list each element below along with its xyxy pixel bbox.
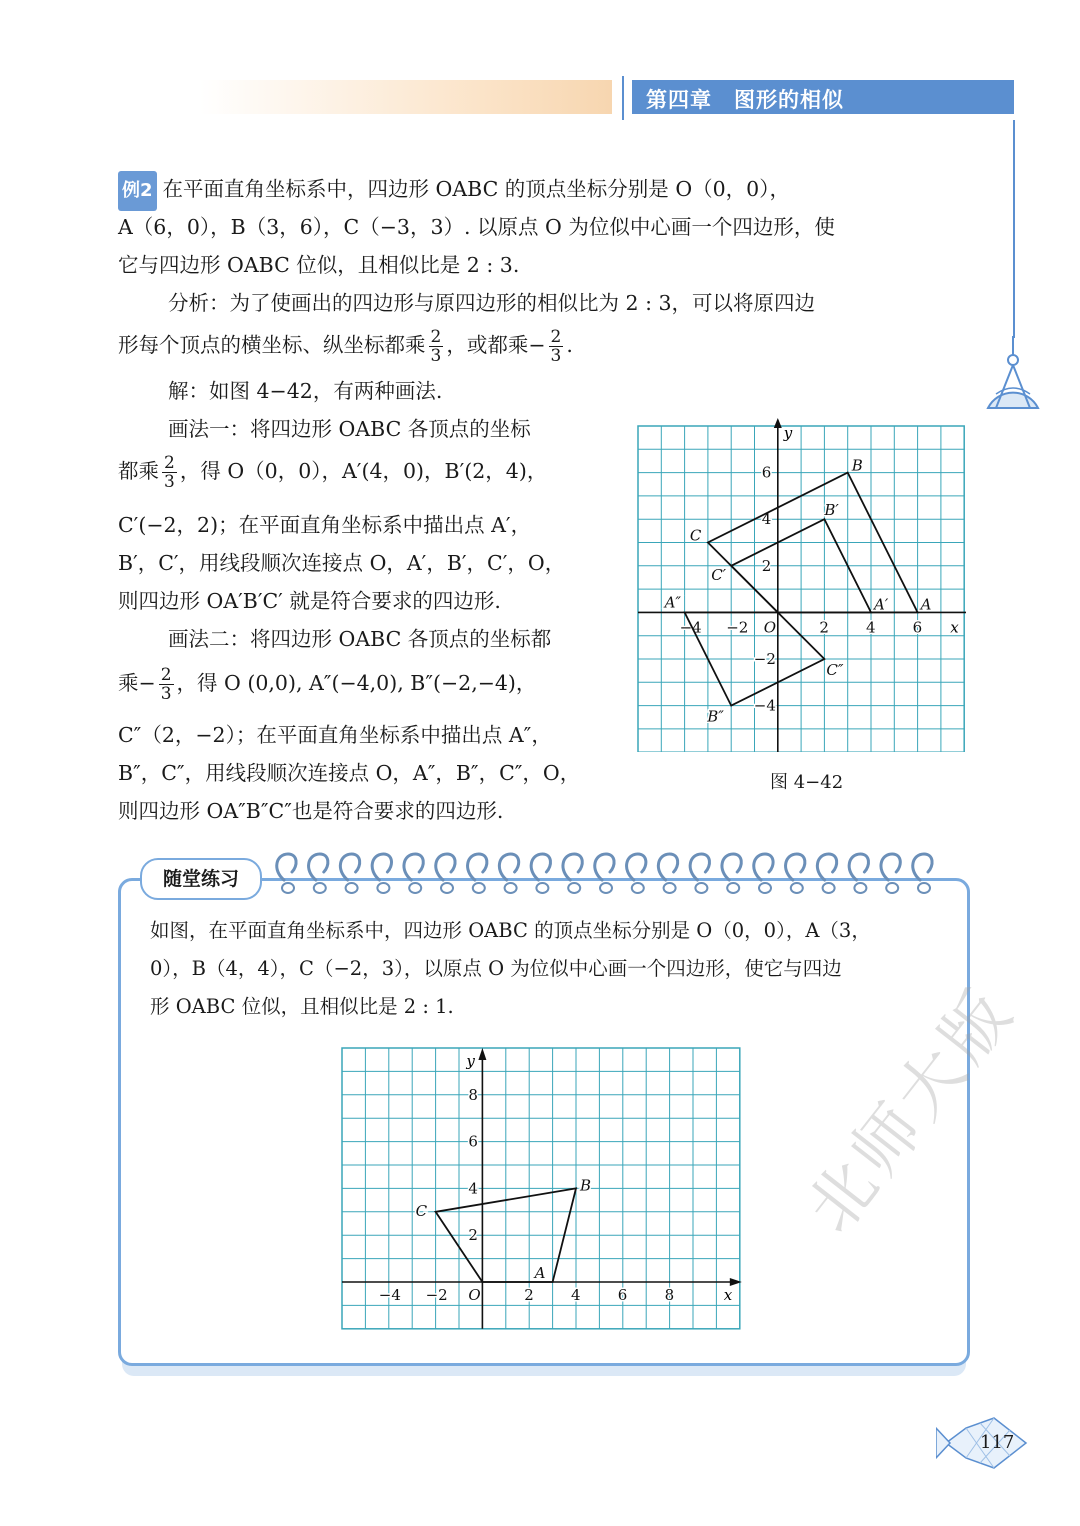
binding-hole — [791, 883, 803, 893]
binding-ring — [881, 854, 900, 880]
binding-ring — [913, 854, 932, 880]
header-decoration — [200, 80, 612, 114]
point-label-A2: A″ — [664, 593, 682, 612]
practice-figure — [340, 1046, 742, 1332]
binding-ring — [817, 854, 836, 880]
binding-hole — [568, 883, 580, 893]
page-number: 117 — [980, 1432, 1015, 1453]
binding-ring — [627, 854, 646, 880]
binding-ring — [722, 854, 741, 880]
method2-line-5: 则四边形 OA″B″C″也是符合要求的四边形. — [118, 799, 504, 823]
binding-hole — [409, 883, 421, 893]
analysis-line-2: 形每个顶点的横坐标、纵坐标都乘 $\frac{2}{3}$ ，或都乘− $\frac{2}{3}$ . — [118, 327, 573, 366]
example-line-2: A（6，0），B（3，6），C（−3，3）. 以原点 O 为位似中心画一个四边形，使 — [118, 215, 835, 239]
binding-hole — [377, 883, 389, 893]
point-label-C: C — [415, 1201, 428, 1220]
y-tick-label: 8 — [468, 1085, 478, 1104]
binding-ring — [786, 854, 805, 880]
x-tick-label: −4 — [378, 1286, 401, 1304]
binding-ring — [372, 854, 391, 880]
binding-hole — [759, 883, 771, 893]
x-tick-label: −4 — [679, 618, 702, 637]
binding-ring — [340, 854, 359, 880]
solution-line: 解：如图 4−42，有两种画法. — [168, 379, 443, 403]
analysis-line-1: 分析：为了使画出的四边形与原四边形的相似比为 2 : 3，可以将原四边 — [168, 291, 816, 315]
y-tick-label: 6 — [468, 1132, 478, 1151]
method2-line-3: C″（2，−2）；在平面直角坐标系中描出点 A″， — [118, 723, 552, 747]
binding-ring — [404, 854, 423, 880]
binding-ring — [563, 854, 582, 880]
x-tick-label: 2 — [524, 1286, 534, 1304]
y-tick-label: −4 — [753, 696, 776, 715]
binding-hole — [282, 883, 294, 893]
y-tick-label: −2 — [753, 650, 776, 668]
binding-hole — [346, 883, 358, 893]
point-label-C2: C″ — [826, 661, 844, 679]
binding-hole — [600, 883, 612, 893]
practice-line-1: 如图，在平面直角坐标系中，四边形 OABC 的顶点坐标分别是 O（0，0），A（3， — [150, 919, 871, 942]
x-tick-label: 6 — [617, 1286, 628, 1304]
binding-hole — [695, 883, 707, 893]
y-axis-arrow — [774, 418, 782, 428]
x-tick-label: −2 — [726, 618, 749, 637]
y-tick-label: 4 — [761, 510, 772, 529]
spiral-binding-icon — [270, 850, 950, 898]
x-tick-label: 6 — [912, 618, 923, 637]
binding-hole — [536, 883, 548, 893]
binding-ring — [531, 854, 550, 880]
y-tick-label: 2 — [468, 1226, 478, 1245]
binding-hole — [854, 883, 866, 893]
method2-line-2: 乘− $\frac{2}{3}$ ，得 O (0,0), A″(−4,0), B″(−2,−4)， — [118, 665, 537, 704]
example-line-3: 它与四边形 OABC 位似，且相似比是 2 : 3. — [118, 253, 520, 277]
method1-line-3: C′(−2，2)；在平面直角坐标系中描出点 A′， — [118, 513, 532, 537]
chapter-title: 第四章 图形的相似 — [646, 88, 844, 112]
x-axis-label: x — [723, 1286, 733, 1304]
binding-ring — [499, 854, 518, 880]
binding-hole — [632, 883, 644, 893]
binding-hole — [441, 883, 453, 893]
x-tick-label: O — [468, 1286, 481, 1304]
example-line-1: 例2 在平面直角坐标系中，四边形 OABC 的顶点坐标分别是 O（0，0）， — [118, 170, 978, 211]
point-label-B: B — [580, 1176, 592, 1195]
x-tick-label: O — [763, 618, 777, 637]
point-label-C1: C′ — [711, 565, 727, 584]
y-tick-label: 6 — [761, 463, 772, 482]
binding-ring — [754, 854, 773, 880]
fraction: $\frac{2}{3}$ — [550, 327, 562, 366]
method1-line-4: B′，C′，用线段顺次连接点 O，A′，B′，C′，O， — [118, 551, 566, 575]
binding-ring — [658, 854, 677, 880]
x-tick-label: 4 — [571, 1286, 581, 1304]
binding-ring — [309, 854, 328, 880]
practice-tag: 随堂练习 — [140, 858, 262, 900]
x-tick-label: 2 — [819, 618, 829, 637]
watermark: 北师大版 — [791, 972, 1030, 1247]
point-label-A: A — [534, 1264, 546, 1282]
point-label-B: B — [851, 456, 863, 475]
method1-line-5: 则四边形 OA′B′C′ 就是符合要求的四边形. — [118, 589, 501, 613]
binding-hole — [727, 883, 739, 893]
binding-hole — [823, 883, 835, 893]
example-tag: 例2 — [118, 171, 157, 211]
point-label-B1: B′ — [824, 501, 839, 520]
binding-hole — [314, 883, 326, 893]
y-axis-label: y — [466, 1052, 475, 1070]
binding-ring — [436, 854, 455, 880]
point-label-A1: A′ — [874, 595, 889, 614]
binding-ring — [468, 854, 487, 880]
method1-line-2: 都乘 $\frac{2}{3}$ ，得 O（0，0），A′(4，0)，B′(2，4)， — [118, 453, 548, 492]
y-axis-label: y — [783, 424, 793, 442]
y-tick-label: 2 — [761, 556, 772, 575]
point-label-A: A — [920, 595, 932, 614]
fraction: $\frac{2}{3}$ — [160, 665, 172, 704]
fraction: $\frac{2}{3}$ — [164, 453, 175, 492]
binding-hole — [886, 883, 898, 893]
practice-line-3: 形 OABC 位似，且相似比是 2 : 1. — [150, 995, 454, 1018]
x-axis-label: x — [950, 618, 959, 637]
binding-hole — [473, 883, 485, 893]
binding-hole — [664, 883, 676, 893]
practice-line-2: 0），B（4，4），C（−2，3），以原点 O 为位似中心画一个四边形，使它与四边 — [150, 957, 842, 980]
binding-ring — [849, 854, 868, 880]
method2-line-4: B″，C″，用线段顺次连接点 O，A″，B″，C″，O， — [118, 761, 581, 785]
binding-hole — [918, 883, 930, 893]
x-tick-label: 4 — [866, 618, 876, 637]
point-label-C: C — [689, 526, 702, 545]
method2-line-1: 画法二：将四边形 OABC 各顶点的坐标都 — [168, 627, 552, 651]
fraction: $\frac{2}{3}$ — [430, 327, 442, 366]
x-tick-label: 8 — [664, 1286, 675, 1304]
figure-4-42 — [632, 418, 966, 752]
header-divider — [622, 76, 624, 120]
binding-ring — [595, 854, 614, 880]
y-tick-label: 4 — [468, 1179, 478, 1198]
method1-line-1: 画法一：将四边形 OABC 各顶点的坐标 — [168, 417, 531, 441]
point-label-B2: B″ — [707, 707, 724, 726]
binding-ring — [277, 854, 296, 880]
binding-hole — [505, 883, 517, 893]
binding-ring — [690, 854, 709, 880]
x-tick-label: −2 — [425, 1286, 448, 1304]
figure-caption: 图 4−42 — [770, 772, 844, 793]
